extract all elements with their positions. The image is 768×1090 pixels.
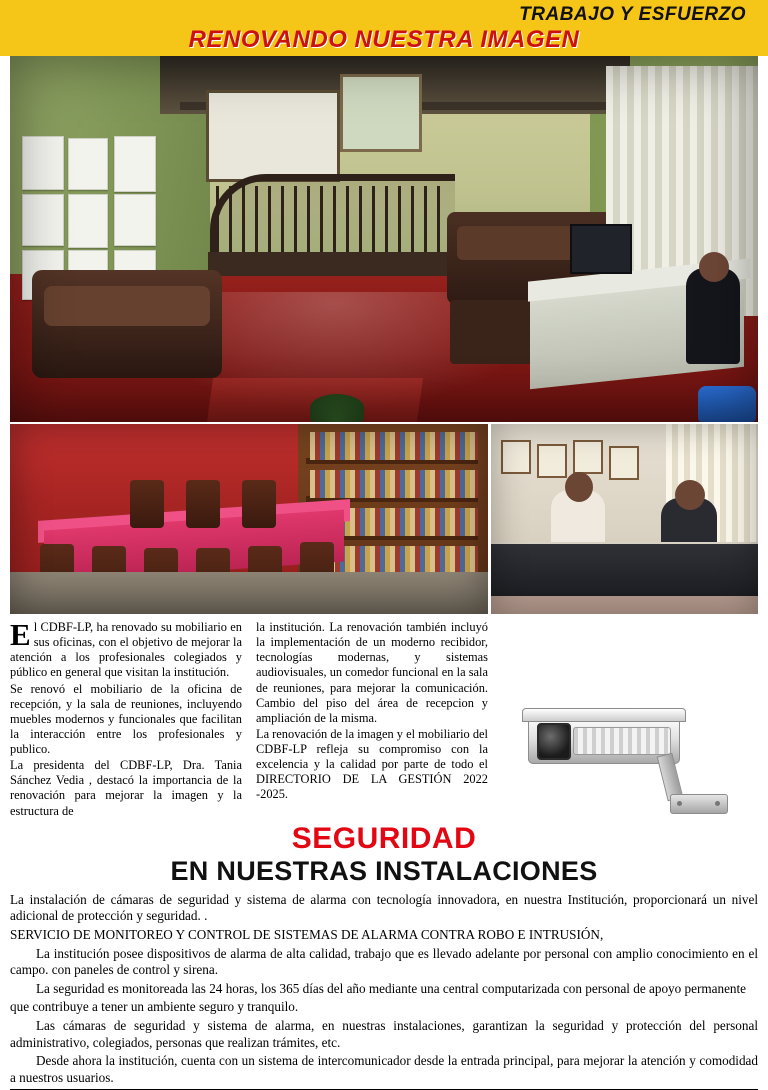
article-dropcap: E — [10, 617, 31, 652]
article-paragraph: l CDBF-LP, ha renovado su mobiliario en sus oficinas, con el objetivo de mejorar la atención a los profesionales colegiados y público en general que visitan la institución. — [10, 620, 242, 680]
article-paragraph: La renovación de la imagen y el mobiliario del CDBF-LP refleja su compromiso con la excelencia y la calidad por parte de todo el DIRECTORIO DE LA GESTIÓN 2022 -2025. — [256, 726, 488, 802]
security-camera-illustration — [502, 620, 754, 820]
security-paragraph: La seguridad es monitoreada las 24 horas, los 365 días del año mediante una central computarizada con personal de apoyo permanente — [36, 980, 747, 996]
cctv-camera-icon — [512, 698, 742, 826]
photo-main-reception — [10, 56, 758, 422]
article-column-1 — [10, 617, 242, 820]
photo-detail-vignette — [10, 424, 488, 614]
article-paragraph: La presidenta del CDBF-LP, Dra. Tania Sánchez Vedia , destacó la importancia de la renovación para mejorar la imagen y la estructura de — [10, 758, 242, 818]
page-title: RENOVANDO NUESTRA IMAGEN — [188, 26, 580, 53]
security-paragraph: Desde ahora la institución, cuenta con un sistema de intercomunicador desde la entrada principal, para mejorar la atención y comodidad a nuestros usuarios. — [10, 1053, 758, 1085]
camera-ir-leds — [573, 727, 671, 755]
security-section-title — [10, 822, 758, 886]
camera-wall-mount — [670, 794, 728, 814]
article-body — [10, 617, 758, 820]
security-title-line1: SEGURIDAD — [291, 821, 477, 855]
photo-reception-counter — [491, 424, 758, 614]
security-paragraph: Las cámaras de seguridad y sistema de alarma, en nuestras instalaciones, garantizan la seguridad y protección del personal administrativo, colegiados, personas que realizan trámites, etc. — [10, 1018, 758, 1050]
security-title-line2: EN NUESTRAS INSTALACIONES — [170, 855, 598, 886]
camera-lens-icon — [537, 723, 571, 760]
article-paragraph: Se renovó el mobiliario de la oficina de recepción, y la sala de reuniones, incluyendo muebles modernos y funcionales que facilitan la interacción entre los profesionales y publico. — [10, 681, 242, 756]
page-divider — [10, 1089, 758, 1090]
photo-row — [10, 424, 758, 614]
security-paragraph: SERVICIO DE MONITOREO Y CONTROL DE SISTEMAS DE ALARMA CONTRA ROBO E INTRUSIÓN, — [10, 926, 604, 942]
security-body — [10, 892, 758, 1090]
photo-detail-vignette — [10, 56, 758, 422]
security-paragraph: La instalación de cámaras de seguridad y sistema de alarma con tecnología innovadora, en nuestra Institución, proporcionará un nivel adicional de protección y seguridad. . — [10, 891, 758, 924]
article-column-2 — [256, 620, 488, 820]
page-header — [0, 0, 768, 56]
security-paragraph: que contribuye a tener un ambiente seguro y tranquilo. — [10, 999, 299, 1015]
header-kicker: TRABAJO Y ESFUERZO — [519, 4, 746, 25]
security-paragraph: La institución posee dispositivos de alarma de alta calidad, trabajo que es llevado adelante por personal con amplio conocimiento en el campo. con paneles de control y sirena. — [10, 945, 758, 978]
photo-meeting-room — [10, 424, 488, 614]
photo-detail-vignette — [491, 424, 758, 614]
camera-sun-hood — [522, 708, 686, 722]
article-paragraph: la institución. La renovación también incluyó la implementación de un moderno recibidor, tecnologías modernas, y sistemas audiovisuales, un comedor funcional en la sala de reuniones, para mejorar la comunicación. Cambio del piso del área de recepcion y ampliación de la misma. — [256, 620, 488, 725]
